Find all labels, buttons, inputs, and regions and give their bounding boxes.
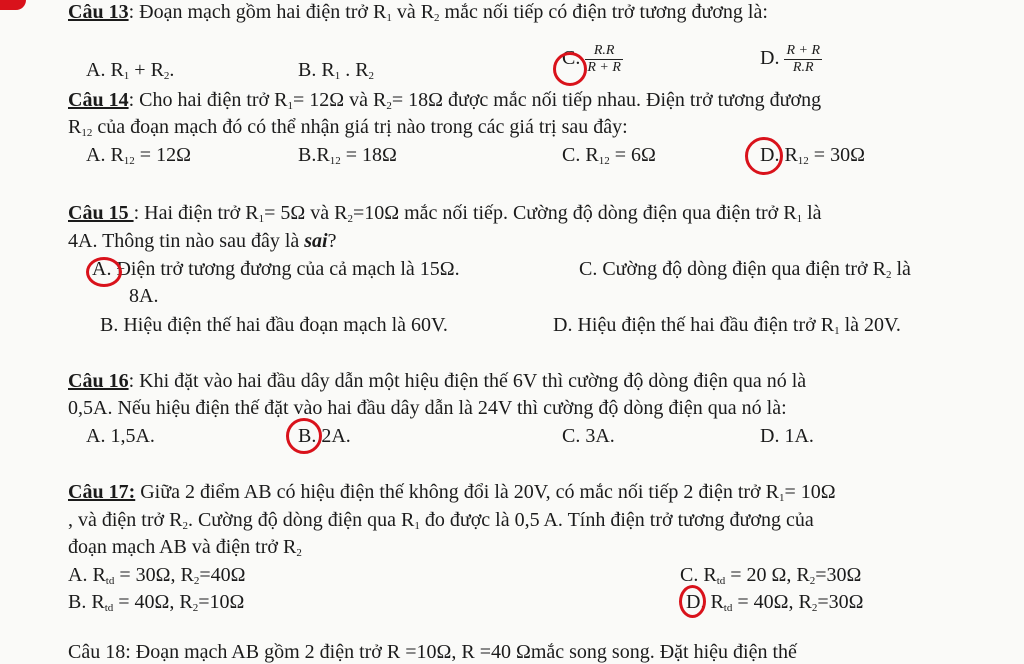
q15-option-b: B. Hiệu điện thế hai đầu đoạn mạch là 60V.	[100, 314, 448, 336]
q16-option-c: C. 3A.	[562, 425, 615, 447]
q13-option-d: D. $\frac{R + R}{R.R}$	[760, 42, 821, 75]
q16-stem: Câu 16: Khi đặt vào hai đầu dây dẫn một hiệu điện thế 6V thì cường độ dòng điện qua nó là	[68, 370, 807, 392]
answer-circle-q15	[86, 257, 122, 287]
q14-option-d: D. $R_{12} = 30\Omega$	[760, 144, 865, 167]
q16-heading: Câu 16	[68, 370, 129, 392]
q15-option-a: A. Điện trở tương đương của cả mạch là 15Ω.	[92, 258, 460, 280]
q14-option-b: $B.R_{12} = 18\Omega$	[298, 144, 397, 167]
q17-option-c: C. $R_{td} = 20$ Ω, $R_2=30\Omega$	[680, 564, 862, 587]
q14-heading: Câu 14	[68, 89, 129, 111]
q18-stem-partial: Câu 18: Đoạn mạch AB gồm 2 điện trở R =10Ω, R =40 Ωmắc song song. Đặt hiệu điện thế	[68, 641, 797, 663]
q14-option-c: C. $R_{12} = 6\Omega$	[562, 144, 656, 167]
q13-stem: Câu 13: Đoạn mạch gồm hai điện trở $R_1$ và $R_2$ mắc nối tiếp có điện trở tương đương là:	[68, 1, 768, 24]
q13-heading: Câu 13	[68, 1, 129, 23]
q13-option-b: B. $R_1$ . $R_2$	[298, 59, 375, 82]
q13-fraction-c: $\frac{R.R}{R + R}$	[587, 42, 621, 75]
q13-option-a: A. $R_1 + R_2$.	[86, 59, 175, 82]
q14-stem-line2: $R_{12}$ của đoạn mạch đó có thể nhận giá trị nào trong các giá trị sau đây:	[68, 116, 628, 139]
q17-stem-line3: đoạn mạch AB và điện trở $R_2$	[68, 536, 302, 559]
q17-stem: Câu 17: Giữa 2 điểm AB có hiệu điện thế không đổi là 20V, có mắc nối tiếp 2 điện trở $R_1= 10\Omega$	[68, 481, 836, 504]
q15-stem: Câu 15 : Hai điện trở $R_1= 5\Omega$ và $R_2=10\Omega$ mắc nối tiếp. Cường độ dòng điện qua điện trở $R_1$ là	[68, 202, 822, 225]
q15-option-c: C. Cường độ dòng điện qua điện trở $R_2$ là	[579, 258, 911, 281]
answer-circle-q16	[286, 418, 322, 454]
q16-option-b: B. 2A.	[298, 425, 351, 447]
corner-mark	[0, 0, 26, 10]
q14-option-a: A. $R_{12} = 12\Omega$	[86, 144, 191, 167]
q16-option-d: D. 1A.	[760, 425, 814, 447]
q15-stem-line2: 4A. Thông tin nào sau đây là sai?	[68, 230, 337, 252]
answer-circle-q13	[553, 52, 587, 86]
q17-option-a: A. $R_{td} = 30\Omega$, $R_2=40\Omega$	[68, 564, 246, 587]
q15-heading: Câu 15	[68, 202, 134, 224]
answer-circle-q17	[679, 585, 706, 618]
q13-fraction-d: $\frac{R + R}{R.R}$	[786, 42, 821, 75]
answer-circle-q14	[745, 137, 783, 175]
q14-stem: Câu 14: Cho hai điện trở $R_1= 12\Omega$ và $R_2= 18\Omega$ được mắc nối tiếp nhau. Điện trở tương đương	[68, 89, 822, 112]
q15-option-c-cont: 8A.	[129, 285, 159, 307]
q16-option-a: A. 1,5A.	[86, 425, 155, 447]
q17-stem-line2: , và điện trở $R_2$. Cường độ dòng điện qua $R_1$ đo được là 0,5 A. Tính điện trở tương đương của	[68, 509, 814, 532]
q13-option-c: C. $\frac{R.R}{R + R}$	[562, 42, 621, 75]
q17-option-b: B. $R_{td} = 40\Omega$, $R_2=10\Omega$	[68, 591, 245, 614]
q17-option-d: D. $R_{td} = 40\Omega$, $R_2=30\Omega$	[686, 591, 864, 614]
q16-stem-line2: 0,5A. Nếu hiệu điện thế đặt vào hai đầu dây dẫn là 24V thì cường độ dòng điện qua nó là:	[68, 397, 787, 419]
q15-option-d: D. Hiệu điện thế hai đầu điện trở $R_1$ là 20V.	[553, 314, 901, 337]
q17-heading: Câu 17:	[68, 481, 136, 503]
